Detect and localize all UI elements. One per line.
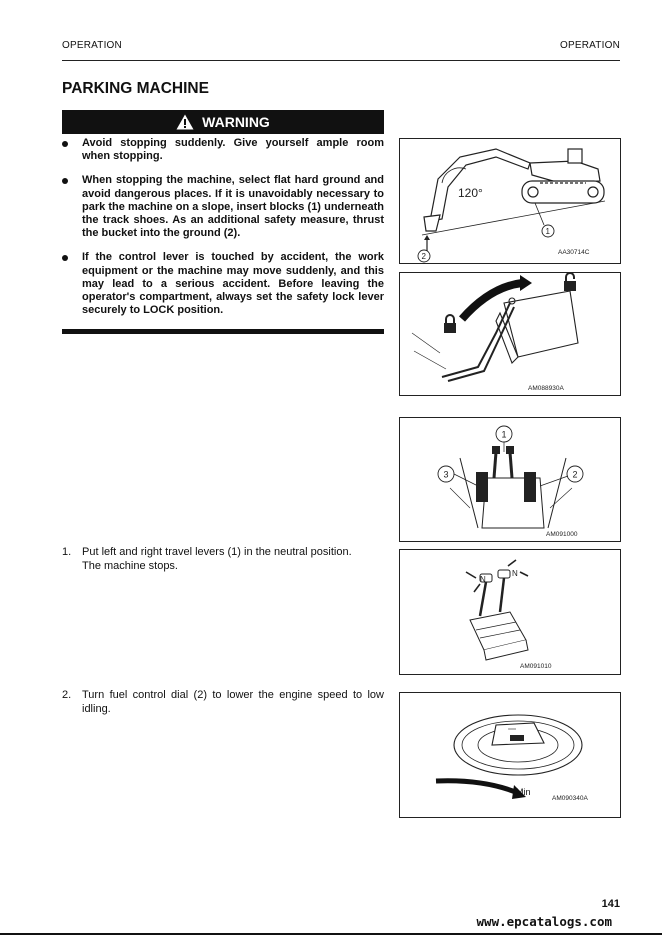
figure-code: AM088930A [528,385,564,392]
warning-item: When stopping the machine, select flat hard ground and avoid dangerous places. If it is unavoidably necessary to park the machine on a slope, insert blocks (1) underneath the track shoes. As an additional safety measure, thrust the bucket into the ground (2). [62,174,384,240]
lock-lever-illustration [400,273,622,397]
warning-item: Avoid stopping suddenly. Give yourself ample room when stopping. [62,137,384,163]
step-number: 2. [62,689,72,701]
running-header-right: OPERATION [560,40,620,51]
step-1 [62,546,384,573]
neutral-label-right: N [512,569,518,578]
callout-2: 2 [421,252,426,261]
figure-code: AA30714C [558,249,590,256]
figure-code: AM090340A [552,795,588,802]
step-number: 1. [62,546,72,558]
unlocked-padlock-icon [564,273,576,291]
fuel-dial-illustration [400,693,622,819]
warning-list [62,137,384,328]
neutral-label-left: N [480,575,486,584]
locked-padlock-icon [444,315,456,333]
step-text: Turn fuel control dial (2) to lower the engine speed to low idling. [82,689,384,715]
step-2 [62,689,384,716]
callout-1: 1 [545,227,550,236]
figure-parked-excavator [399,138,621,264]
section-title: PARKING MACHINE [62,80,209,97]
footer-watermark: www.epcatalogs.com [476,914,612,929]
angle-label: 120° [458,186,483,200]
bullet-icon [62,255,68,261]
figure-safety-lock-lever [399,272,621,396]
step-text: Put left and right travel levers (1) in the neutral position. [82,546,352,558]
min-label: Min [516,787,531,797]
warning-item: If the control lever is touched by accident, the work equipment or the machine may move suddenly, and this may lead to a serious accident. Before leaving the operator's compartment, always set the safety lock lever securely to LOCK position. [62,251,384,317]
figure-fuel-control-dial [399,692,621,818]
warning-label: WARNING [202,114,270,130]
warning-end-bar [62,329,384,334]
callout-1: 1 [501,429,507,440]
bullet-icon [62,178,68,184]
arrow-icon [466,560,528,592]
operator-compartment-illustration [400,418,622,543]
travel-levers-illustration [400,550,622,676]
warning-triangle-icon [176,114,194,130]
step-text-result: The machine stops. [82,559,178,572]
running-header-left: OPERATION [62,40,122,51]
header-rule [62,60,620,61]
figure-operator-compartment [399,417,621,542]
bullet-icon [62,141,68,147]
figure-code: AM091000 [546,531,578,538]
callout-2: 2 [572,469,578,480]
callout-3: 3 [443,469,449,480]
excavator-illustration [400,139,622,265]
page-number: 141 [601,898,620,910]
figure-travel-levers [399,549,621,675]
figure-code: AM091010 [520,663,552,670]
warning-banner [62,110,384,134]
footer-rule [0,933,662,935]
